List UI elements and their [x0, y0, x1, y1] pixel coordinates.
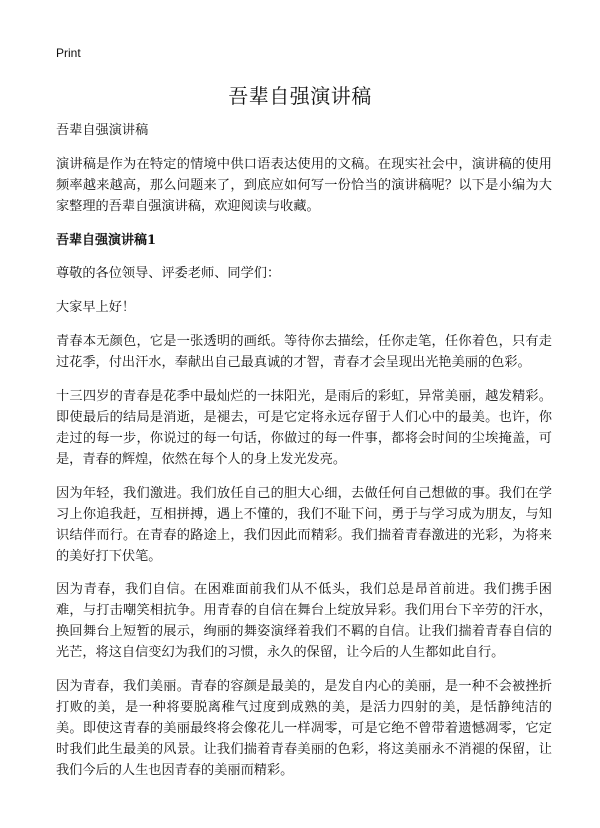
- body-paragraph: 因为青春，我们自信。在困难面前我们从不低头，我们总是昂首前进。我们携手困难，与打击嘲笑相抗争。用青春的自信在舞台上绽放异彩。我们用台下辛劳的汗水，换回舞台上短暂的展示，绚丽的舞姿演绎着我们不羁的自信。让我们揣着青春自信的光芒，将这自信变幻为我们的习惯，永久的保留，让今后的人生都如此自行。: [56, 582, 552, 661]
- print-link[interactable]: Print: [56, 46, 81, 60]
- salutation-paragraph: 尊敬的各位领导、评委老师、同学们：: [56, 266, 281, 282]
- document-body: [56, 120, 552, 794]
- body-paragraph: 因为青春，我们美丽。青春的容颜是最美的，是发自内心的美丽，是一种不会被挫折打败的美，是一种将要脱离稚气过度到成熟的美，是活力四射的美，是恬静纯洁的美。即使这青春的美丽最终将会像花儿一样凋零，可是它绝不曾带着遗憾凋零，它定时我们此生最美的风景。让我们揣着青春美丽的色彩，将这美丽永不消褪的保留，让我们今后的人生也因青春的美丽而精彩。: [56, 679, 552, 779]
- body-paragraph: 十三四岁的青春是花季中最灿烂的一抹阳光，是雨后的彩虹，异常美丽，越发精彩。即使最后的结局是消逝，是褪去，可是它定将永远存留于人们心中的最美。也许，你走过的每一步，你说过的每一句话，你做过的每一件事，都将会时间的尘埃掩盖，可是，青春的辉煌，依然在每个人的身上发光发亮。: [56, 388, 552, 467]
- greeting-paragraph: 大家早上好！: [56, 300, 136, 316]
- section-heading: 吾辈自强演讲稿1: [56, 232, 157, 248]
- body-paragraph: 青春本无颜色，它是一张透明的画纸。等待你去描绘，任你走笔，任你着色，只有走过花季，付出汗水，奉献出自己最真诚的才智，青春才会呈现出光艳美丽的色彩。: [56, 333, 552, 370]
- intro-paragraph: 演讲稿是作为在特定的情境中供口语表达使用的文稿。在现实社会中，演讲稿的使用频率越来越高，那么问题来了，到底应如何写一份恰当的演讲稿呢？以下是小编为大家整理的吾辈自强演讲稿，欢迎阅读与收藏。: [56, 156, 552, 214]
- body-paragraph: 因为年轻，我们激进。我们放任自己的胆大心细，去做任何自己想做的事。我们在学习上你追我赶，互相拼搏，遇上不懂的，我们不耻下问，勇于与学习成为朋友，与知识结伴而行。在青春的路途上，我们因此而精彩。我们揣着青春激进的光彩，为将来的美好打下伏笔。: [56, 485, 552, 564]
- document-subtitle: 吾辈自强演讲稿: [56, 123, 149, 138]
- page-title: 吾辈自强演讲稿: [228, 84, 372, 108]
